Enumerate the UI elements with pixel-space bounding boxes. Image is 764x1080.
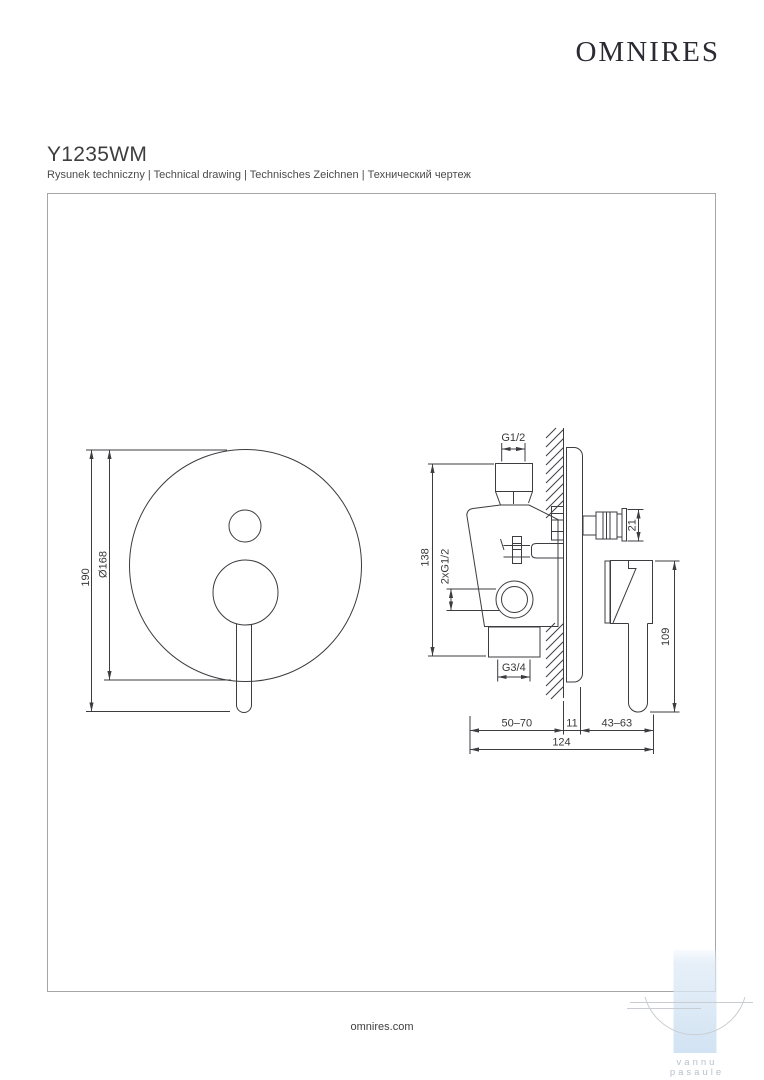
dim-label-plate-thickness: 11	[566, 717, 578, 730]
shower-outlet-fitting	[583, 509, 627, 542]
watermark-text-2: pasaule	[669, 1067, 725, 1078]
footer-url: omnires.com	[350, 1021, 414, 1033]
dim-label-total-depth: 124	[552, 736, 571, 749]
watermark	[627, 950, 753, 1078]
handle-adapter	[605, 561, 610, 623]
watermark-text-1: vannu	[676, 1057, 718, 1068]
side-view	[420, 428, 680, 754]
brand-logo: OMNIRES	[575, 36, 720, 68]
handle-cone-line	[613, 561, 636, 624]
drawing-frame	[48, 194, 716, 992]
wall-section	[546, 428, 564, 699]
dim-front-height	[80, 450, 230, 712]
mixer-body	[467, 464, 564, 658]
body-outline	[467, 505, 558, 627]
drawing-caption: Rysunek techniczny | Technical drawing | Technisches Zeichnen | Технический чертеж	[47, 169, 471, 181]
dim-label-protrusion: 43–63	[601, 717, 633, 730]
dim-outlet-stub	[627, 510, 644, 542]
front-view	[80, 450, 362, 713]
mount-bracket	[532, 544, 564, 559]
dim-label-plate-diameter: Ø168	[97, 551, 110, 578]
dim-depth-rows	[470, 687, 654, 754]
inlet-port-inner	[502, 587, 528, 613]
dim-bottom-outlet	[498, 660, 530, 682]
watermark-band	[674, 950, 717, 1053]
dim-label-138: 138	[419, 548, 432, 567]
top-inlet-pipe	[496, 464, 533, 492]
handle-lever-side	[629, 624, 648, 713]
product-code: Y1235WM	[47, 143, 148, 166]
dim-label-g12: G1/2	[501, 432, 526, 444]
dim-label-2xg12: 2xG1/2	[439, 548, 452, 585]
dim-label-wall-depth: 50–70	[501, 717, 533, 730]
cover-plate-edge	[567, 448, 583, 683]
handle-lever-front	[237, 624, 252, 713]
dim-body-height	[420, 464, 495, 656]
dim-label-height: 190	[80, 568, 92, 587]
dim-top-inlet	[501, 432, 525, 462]
dim-handle-length	[650, 561, 680, 712]
diverter-knob-circle	[229, 510, 261, 542]
dim-inlets	[440, 549, 500, 611]
handle-base-circle	[213, 560, 278, 625]
plate-front-circle	[130, 450, 362, 682]
dim-label-109: 109	[660, 627, 672, 646]
bottom-outlet	[489, 627, 541, 657]
handle-side	[605, 561, 653, 713]
dim-label-g34: G3/4	[501, 662, 526, 674]
dim-front-diameter	[98, 450, 232, 680]
dim-label-21: 21	[626, 519, 639, 532]
